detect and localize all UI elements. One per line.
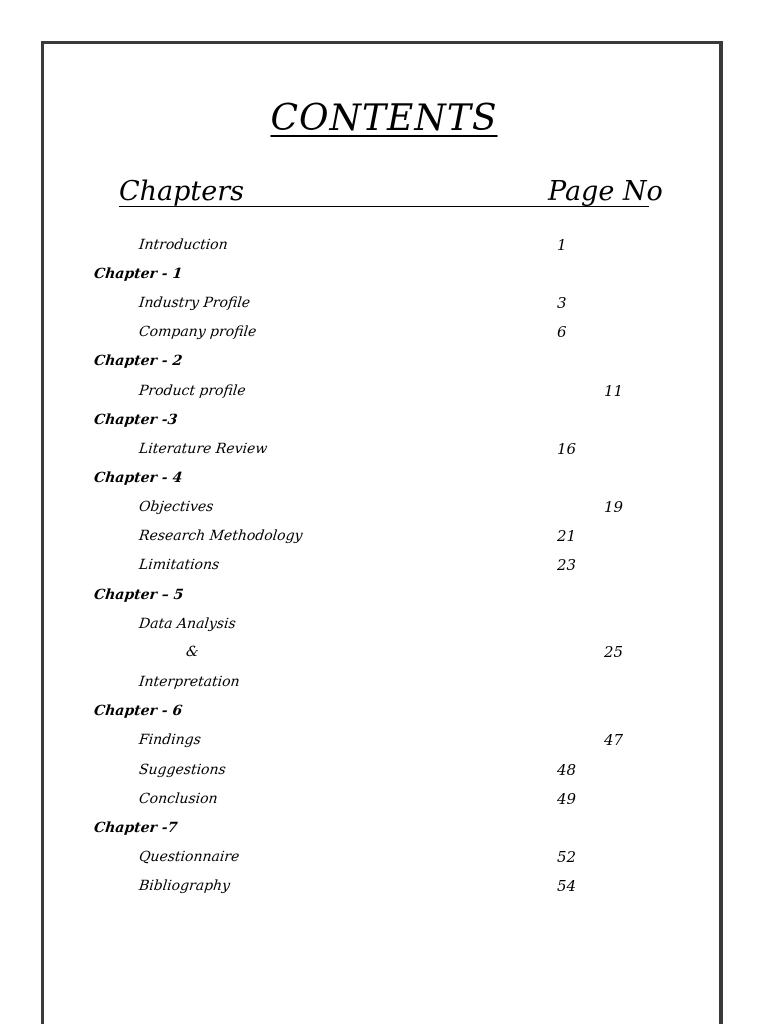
toc-item-industry-profile: Industry Profile [138, 295, 251, 311]
toc-item-findings: Findings [138, 732, 202, 748]
toc-chapter-5: Chapter – 5 [93, 587, 185, 603]
toc-chapter-3: Chapter -3 [93, 412, 179, 428]
toc-page-conclusion: 49 [557, 790, 577, 808]
toc-item-bibliography: Bibliography [138, 878, 231, 894]
page-no-column-header: Page No [548, 176, 663, 207]
toc-item-company-profile: Company profile [138, 324, 258, 340]
chapters-column-header: Chapters [119, 176, 245, 207]
toc-page-introduction: 1 [557, 236, 567, 254]
toc-item-limitations: Limitations [138, 557, 221, 573]
toc-page-suggestions: 48 [557, 761, 577, 779]
toc-item-questionnaire: Questionnaire [138, 849, 241, 865]
toc-page-findings: 47 [604, 731, 624, 749]
toc-page-company-profile: 6 [557, 323, 567, 341]
toc-item-conclusion: Conclusion [138, 791, 219, 807]
toc-page-product-profile: 11 [604, 382, 624, 400]
toc-item-objectives: Objectives [138, 499, 215, 515]
toc-page-bibliography: 54 [557, 877, 577, 895]
toc-page-objectives: 19 [604, 498, 624, 516]
toc-page-data-analysis: 25 [604, 643, 624, 661]
toc-chapter-4: Chapter - 4 [93, 470, 184, 486]
toc-page-limitations: 23 [557, 556, 577, 574]
toc-item-ampersand: & [185, 644, 200, 660]
toc-item-suggestions: Suggestions [138, 762, 227, 778]
toc-item-literature-review: Literature Review [138, 441, 269, 457]
toc-page-literature-review: 16 [557, 440, 577, 458]
toc-chapter-1: Chapter - 1 [93, 266, 184, 282]
toc-page-questionnaire: 52 [557, 848, 577, 866]
toc-page-industry-profile: 3 [557, 294, 567, 312]
toc-item-introduction: Introduction [138, 237, 229, 253]
header-underline [119, 206, 649, 207]
toc-chapter-2: Chapter - 2 [93, 353, 184, 369]
toc-chapter-7: Chapter -7 [93, 820, 179, 836]
toc-item-data-analysis: Data Analysis [138, 616, 237, 632]
toc-item-product-profile: Product profile [138, 383, 247, 399]
toc-item-research-methodology: Research Methodology [138, 528, 304, 544]
toc-chapter-6: Chapter - 6 [93, 703, 184, 719]
page-title: CONTENTS [270, 98, 498, 139]
toc-page-research-methodology: 21 [557, 527, 577, 545]
toc-item-interpretation: Interpretation [138, 674, 241, 690]
